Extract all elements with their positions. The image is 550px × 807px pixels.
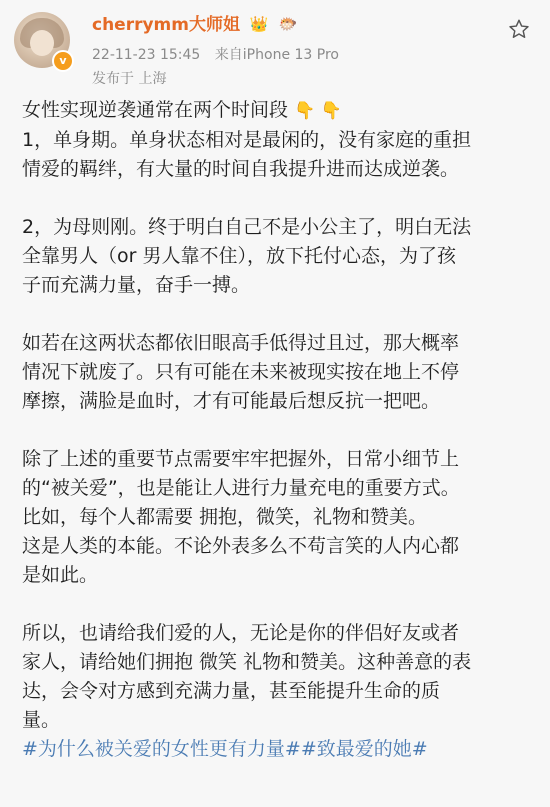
post-line: 的“被关爱”，也是能让人进行力量充电的重要方式。 xyxy=(22,477,460,499)
post-line: 女性实现逆袭通常在两个时间段 👇 👇 xyxy=(22,99,342,121)
post-line: 全靠男人（or 男人靠不住），放下托付心态，为了孩 xyxy=(22,245,456,267)
post-line: 子而充满力量，奋手一搏。 xyxy=(22,274,251,296)
paragraph-gap xyxy=(22,590,538,619)
post-meta xyxy=(92,44,339,64)
post-line: 这是人类的本能。不论外表多么不苟言笑的人内心都 xyxy=(22,535,460,557)
post-timestamp: 22-11-23 15:45 xyxy=(92,47,201,63)
post-line: 达，会令对方感到充满力量，甚至能提升生命的质 xyxy=(22,680,441,702)
post-header xyxy=(0,0,550,88)
paragraph-gap xyxy=(22,416,538,445)
post-body xyxy=(22,96,538,764)
post-line: 情爱的羁绊，有大量的时间自我提升进而达成逆袭。 xyxy=(22,158,460,180)
post-line: 除了上述的重要节点需要牢牢把握外，日常小细节上 xyxy=(22,448,460,470)
post-line: 如若在这两状态都依旧眼高手低得过且过，那大概率 xyxy=(22,332,460,354)
post-line: 1，单身期。单身状态相对是最闲的，没有家庭的重担 xyxy=(22,129,472,151)
post-line: 摩擦，满脸是血时，才有可能最后想反抗一把吧。 xyxy=(22,390,441,412)
paragraph-gap xyxy=(22,300,538,329)
hashtag-link[interactable]: #为什么被关爱的女性更有力量##致最爱的她# xyxy=(22,738,428,760)
fish-icon: 🐡 xyxy=(278,15,298,33)
post-line: 2，为母则刚。终于明白自己不是小公主了，明白无法 xyxy=(22,216,472,238)
post-line: 是如此。 xyxy=(22,564,99,586)
post-location: 发布于 上海 xyxy=(92,71,167,87)
post-source: 来自iPhone 13 Pro xyxy=(214,47,339,63)
post-line: 量。 xyxy=(22,709,61,731)
verified-badge-icon: v xyxy=(52,50,74,72)
post-line: 情况下就废了。只有可能在未来被现实按在地上不停 xyxy=(22,361,460,383)
avatar-face xyxy=(30,30,54,56)
paragraph-gap xyxy=(22,184,538,213)
star-icon[interactable] xyxy=(508,18,530,40)
username[interactable]: cherrymm大师姐 xyxy=(92,15,240,35)
post-line: 家人，请给她们拥抱 微笑 礼物和赞美。这种善意的表 xyxy=(22,651,472,673)
pointing-down-icon: 👇 👇 xyxy=(294,101,342,121)
crown-icon: 👑 xyxy=(249,15,269,33)
post-line: 所以，也请给我们爱的人，无论是你的伴侣好友或者 xyxy=(22,622,460,644)
post-line: 比如，每个人都需要 拥抱，微笑，礼物和赞美。 xyxy=(22,506,428,528)
username-row[interactable] xyxy=(92,10,297,35)
